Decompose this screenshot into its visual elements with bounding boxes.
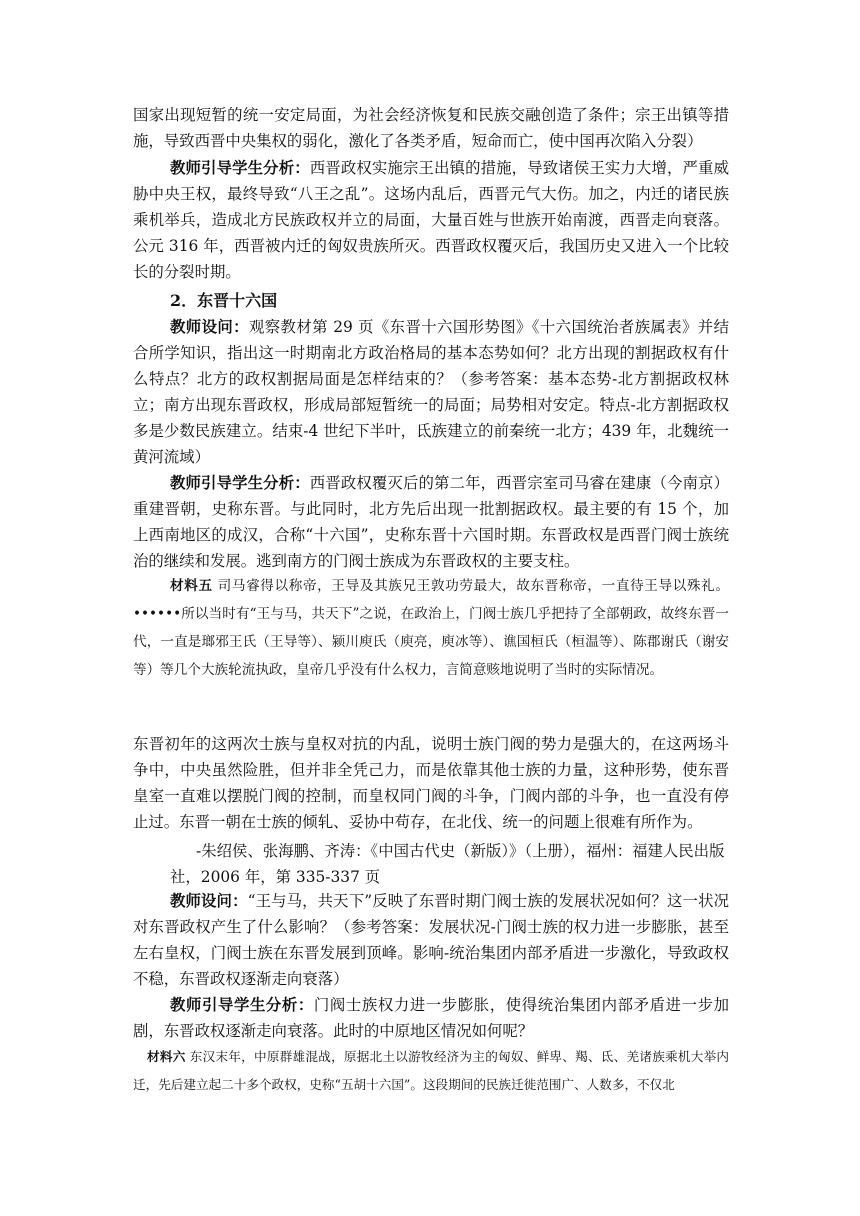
citation: -朱绍侯、张海鹏、齐涛：《中国古代史（新版）》（上册），福州：福建人民出版社，2006 年，第 335-337 页 [170, 842, 725, 886]
material-label: 材料五 [170, 578, 213, 594]
analysis-text: 西晋政权覆灭后的第二年，西晋宗室司马睿在建康（今南京）重建晋朝，史称东晋。与此同时，北方先后出现一批割据政权。最主要的有 15 个，加上西南地区的成汉，合称“十六国”，史称东晋十六国时期。东晋政权是西晋门阀士族统治的继续和发展。逃到南方的门阀士族成为东晋政权的主要支柱。 [133, 474, 729, 570]
paragraph-teacher-analysis-2 [133, 470, 729, 574]
paragraph-teacher-analysis-3 [133, 992, 729, 1044]
material-five [133, 572, 729, 684]
label-teacher-guides: 教师引导学生分析： [170, 996, 314, 1014]
paragraph-teacher-analysis-1 [133, 155, 729, 285]
material-label: 材料六 [147, 1049, 186, 1064]
question-text: “王与马，共天下”反映了东晋时期门阀士族的发展状况如何？这一状况对东晋政权产生了什么影响？（参考答案：发展状况-门阀士族的权力进一步膨胀，甚至左右皇权，门阀士族在东晋发展到顶峰。影响-统治集团内部矛盾进一步激化，导致政权不稳，东晋政权逐渐走向衰落） [133, 892, 729, 988]
analysis-text: 西晋政权实施宗王出镇的措施，导致诸侯王实力大增，严重威胁中央王权，最终导致“八王之乱”。这场内乱后，西晋元气大伤。加之，内迁的诸民族乘机举兵，造成北方民族政权并立的局面，大量百姓与世族开始南渡，西晋走向衰落。公元 316 年，西晋被内迁的匈奴贵族所灭。西晋政权覆灭后，我国历史又进入一个比较长的分裂时期。 [133, 159, 729, 281]
question-text: 观察教材第 29 页《东晋十六国形势图》《十六国统治者族属表》并结合所学知识，指出这一时期南北方政治格局的基本态势如何？北方出现的割据政权有什么特点？北方的政权割据局面是怎样结束的？（参考答案：基本态势-北方割据政权林立；南方出现东晋政权，形成局部短暂统一的局面；局势相对安定。特点-北方割据政权多是少数民族建立。结束-4 世纪下半叶，氐族建立的前秦统一北方；439 年，北魏统一黄河流域） [133, 318, 729, 466]
label-teacher-guides: 教师引导学生分析： [170, 159, 310, 177]
material-six [133, 1043, 729, 1099]
material-text: 东汉末年，中原群雄混战，原据北土以游牧经济为主的匈奴、鲜卑、羯、氐、羌诸族乘机大举内迁，先后建立起二十多个政权，史称“五胡十六国”。这段期间的民族迁徙范围广、人数多，不仅北 [133, 1049, 730, 1092]
paragraph-intro: 国家出现短暂的统一安定局面，为社会经济恢复和民族交融创造了条件；宗王出镇等措施，导致西晋中央集权的弱化，激化了各类矛盾，短命而亡，使中国再次陷入分裂） [133, 106, 729, 150]
section-heading: 2．东晋十六国 [170, 291, 278, 310]
label-teacher-asks: 教师设问： [170, 892, 248, 910]
paragraph-teacher-question-1 [133, 314, 729, 470]
paragraph-quote-body: 东晋初年的这两次士族与皇权对抗的内乱，说明士族门阀的势力是强大的，在这两场斗争中，中央虽然险胜，但并非全凭己力，而是依靠其他士族的力量，这种形势，使东晋皇室一直难以摆脱门阀的控制，而皇权同门阀的斗争，门阀内部的斗争，也一直没有停止过。东晋一朝在士族的倾轧、妥协中苟存，在北伐、统一的问题上很难有所作为。 [133, 735, 729, 831]
analysis-text: 门阀士族权力进一步膨胀，使得统治集团内部矛盾进一步加剧，东晋政权逐渐走向衰落。此时的中原地区情况如何呢？ [133, 996, 729, 1040]
paragraph-teacher-question-2 [133, 888, 729, 992]
material-text: 司马睿得以称帝，王导及其族兄王敦功劳最大，故东晋称帝，一直待王导以殊礼。••••••所以当时有“王与马，共天下”之说，在政治上，门阀士族几乎把持了全部朝政，故终东晋一代，一直是瑯邪王氏（王导等）、颍川庾氏（庾亮，庾冰等）、谯国桓氏（桓温等）、陈郡谢氏（谢安等）等几个大族轮流执政，皇帝几乎没有什么权力，言简意赅地说明了当时的实际情况。 [133, 578, 729, 678]
label-teacher-guides: 教师引导学生分析： [170, 474, 310, 492]
label-teacher-asks: 教师设问： [170, 318, 249, 336]
